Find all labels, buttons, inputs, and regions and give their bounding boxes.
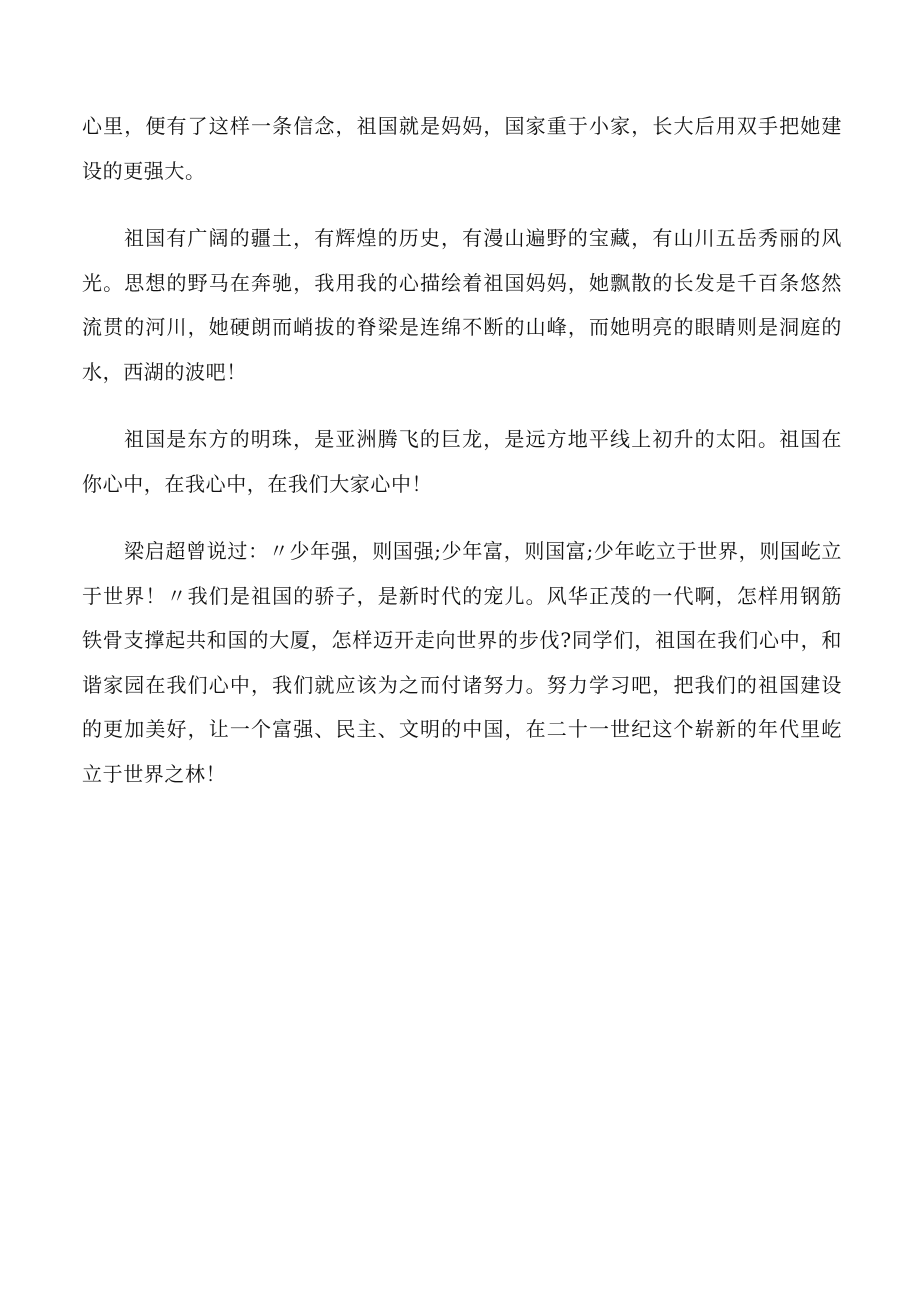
paragraph-2: 祖国有广阔的疆土，有辉煌的历史，有漫山遍野的宝藏，有山川五岳秀丽的风光。思想的野马在奔驰，我用我的心描绘着祖国妈妈，她飘散的长发是千百条悠然流贯的河川，她硬朗而峭拔的脊梁是连绵不断的山峰，而她明亮的眼睛则是洞庭的水，西湖的波吧！ [82, 226, 842, 384]
paragraph-3: 祖国是东方的明珠，是亚洲腾飞的巨龙，是远方地平线上初升的太阳。祖国在你心中，在我心中，在我们大家心中！ [82, 427, 842, 496]
paragraph-1: 心里，便有了这样一条信念，祖国就是妈妈，国家重于小家，长大后用双手把她建设的更强大。 [82, 114, 842, 183]
document-body [82, 104, 842, 819]
paragraph-4: 梁启超曾说过：〃少年强，则国强;少年富，则国富;少年屹立于世界，则国屹立于世界！〃我们是祖国的骄子，是新时代的宠儿。风华正茂的一代啊，怎样用钢筋铁骨支撑起共和国的大厦，怎样迈开走向世界的步伐?同学们，祖国在我们心中，和谐家园在我们心中，我们就应该为之而付诸努力。努力学习吧，把我们的祖国建设的更加美好，让一个富强、民主、文明的中国，在二十一世纪这个崭新的年代里屹立于世界之林！ [82, 539, 842, 786]
